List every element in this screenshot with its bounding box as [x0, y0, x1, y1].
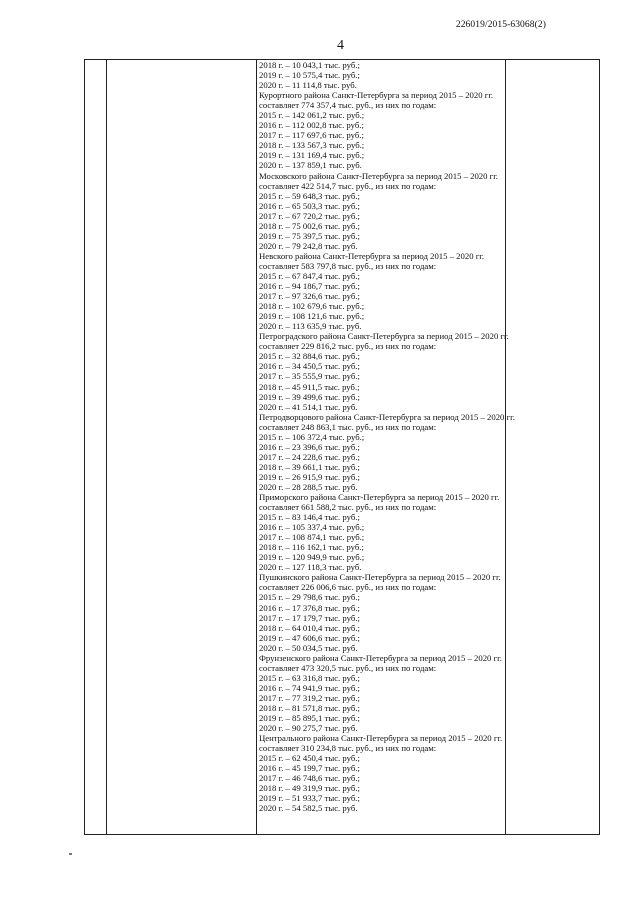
district-total: составляет 310 234,8 тыс. руб., из них по годам: [259, 743, 437, 754]
year-line: 2019 г. – 75 397,5 тыс. руб.; [259, 230, 360, 241]
district-title: Курортного района Санкт-Петербурга за период 2015 – 2020 гг. [259, 90, 494, 101]
year-line: 2019 г. – 85 895,1 тыс. руб.; [259, 713, 360, 724]
district-total: составляет 229 816,2 тыс. руб., из них по годам: [259, 341, 437, 352]
year-line: 2018 г. – 39 661,1 тыс. руб.; [259, 461, 360, 472]
year-line: 2020 г. – 50 034,5 тыс. руб. [259, 642, 358, 653]
year-line: 2015 г. – 106 372,4 тыс. руб.; [259, 431, 365, 442]
year-line: 2018 г. – 49 319,9 тыс. руб.; [259, 783, 360, 794]
year-line: 2015 г. – 142 061,2 тыс. руб.; [259, 110, 365, 121]
district-block [259, 171, 559, 251]
year-line: 2016 г. – 17 376,8 тыс. руб.; [259, 602, 360, 613]
year-line: 2019 г. – 47 606,6 тыс. руб.; [259, 632, 360, 643]
year-line: 2020 г. – 11 114,8 тыс. руб. [259, 80, 357, 91]
year-line: 2017 г. – 24 228,6 тыс. руб.; [259, 451, 360, 462]
intro-year-lines [259, 60, 559, 90]
column-divider [256, 60, 257, 834]
year-line: 2017 г. – 97 326,6 тыс. руб.; [259, 291, 360, 302]
year-line: 2018 г. – 10 043,1 тыс. руб.; [259, 60, 360, 70]
year-line: 2020 г. – 41 514,1 тыс. руб. [259, 401, 358, 412]
year-line: 2018 г. – 102 679,6 тыс. руб.; [259, 301, 365, 312]
column-divider [106, 60, 107, 834]
year-line: 2018 г. – 64 010,4 тыс. руб.; [259, 622, 360, 633]
district-title: Петродворцового района Санкт-Петербурга за период 2015 – 2020 гг. [259, 411, 515, 422]
year-line: 2016 г. – 23 396,6 тыс. руб.; [259, 441, 360, 452]
document-id: 226019/2015-63068(2) [455, 20, 546, 30]
year-line: 2016 г. – 112 002,8 тыс. руб.; [259, 120, 364, 131]
district-block [259, 90, 559, 170]
year-line: 2015 г. – 29 798,6 тыс. руб.; [259, 592, 360, 603]
funding-text-cell [259, 60, 559, 814]
year-line: 2016 г. – 94 186,7 тыс. руб.; [259, 281, 360, 292]
year-line: 2015 г. – 32 884,6 тыс. руб.; [259, 351, 360, 362]
year-line: 2020 г. – 127 118,3 тыс. руб. [259, 562, 362, 573]
district-title: Московского района Санкт-Петербурга за период 2015 – 2020 гг. [259, 170, 498, 181]
year-line: 2019 г. – 108 121,6 тыс. руб.; [259, 311, 365, 322]
year-line: 2017 г. – 35 555,9 тыс. руб.; [259, 371, 360, 382]
district-total: составляет 226 006,6 тыс. руб., из них по годам: [259, 582, 437, 593]
year-line: 2016 г. – 105 337,4 тыс. руб.; [259, 522, 365, 533]
district-block [259, 492, 559, 572]
district-block [259, 572, 559, 652]
year-line: 2020 г. – 28 288,5 тыс. руб. [259, 481, 358, 492]
year-line: 2016 г. – 65 503,3 тыс. руб.; [259, 200, 360, 211]
year-line: 2019 г. – 26 915,9 тыс. руб.; [259, 471, 360, 482]
year-line: 2020 г. – 79 242,8 тыс. руб. [259, 240, 358, 251]
district-block [259, 733, 559, 813]
district-title: Пушкинского района Санкт-Петербурга за период 2015 – 2020 гг. [259, 572, 501, 583]
year-line: 2015 г. – 63 316,8 тыс. руб.; [259, 672, 360, 683]
year-line: 2018 г. – 81 571,8 тыс. руб.; [259, 703, 360, 713]
year-line: 2015 г. – 67 847,4 тыс. руб.; [259, 270, 360, 281]
year-line: 2018 г. – 116 162,1 тыс. руб.; [259, 542, 364, 553]
year-line: 2015 г. – 83 146,4 тыс. руб.; [259, 512, 360, 523]
district-title: Невского района Санкт-Петербурга за период 2015 – 2020 гг. [259, 250, 485, 261]
district-title: Петроградского района Санкт-Петербурга за период 2015 – 2020 гг. [259, 331, 509, 342]
scan-speck [69, 853, 72, 855]
district-total: составляет 774 357,4 тыс. руб., из них по годам: [259, 100, 437, 111]
year-line: 2020 г. – 113 635,9 тыс. руб. [259, 321, 362, 332]
page-number: 4 [337, 38, 344, 53]
district-title: Приморского района Санкт-Петербурга за период 2015 – 2020 гг. [259, 492, 500, 503]
district-total: составляет 248 863,1 тыс. руб., из них по годам: [259, 421, 437, 432]
year-line: 2016 г. – 45 199,7 тыс. руб.; [259, 763, 360, 774]
district-list [259, 90, 559, 813]
year-line: 2019 г. – 39 499,6 тыс. руб.; [259, 391, 360, 402]
year-line: 2019 г. – 51 933,7 тыс. руб.; [259, 793, 360, 804]
district-block [259, 653, 559, 733]
year-line: 2020 г. – 137 859,1 тыс. руб. [259, 160, 362, 171]
year-line: 2017 г. – 46 748,6 тыс. руб.; [259, 773, 360, 784]
year-line: 2015 г. – 59 648,3 тыс. руб.; [259, 190, 360, 201]
year-line: 2017 г. – 17 179,7 тыс. руб.; [259, 612, 360, 623]
district-total: составляет 661 588,2 тыс. руб., из них по годам: [259, 502, 437, 513]
district-block [259, 412, 559, 492]
district-title: Фрунзенского района Санкт-Петербурга за период 2015 – 2020 гг. [259, 652, 502, 663]
year-line: 2020 г. – 54 582,5 тыс. руб. [259, 803, 358, 814]
district-total: составляет 473 320,5 тыс. руб., из них по годам: [259, 662, 437, 673]
year-line: 2017 г. – 117 697,6 тыс. руб.; [259, 130, 364, 141]
district-block [259, 331, 559, 411]
year-line: 2019 г. – 131 169,4 тыс. руб.; [259, 150, 365, 161]
year-line: 2017 г. – 67 720,2 тыс. руб.; [259, 210, 360, 221]
district-block [259, 251, 559, 331]
year-line: 2019 г. – 10 575,4 тыс. руб.; [259, 70, 360, 81]
year-line: 2016 г. – 34 450,5 тыс. руб.; [259, 361, 360, 372]
district-total: составляет 583 797,8 тыс. руб., из них по годам: [259, 260, 437, 271]
year-line: 2018 г. – 133 567,3 тыс. руб.; [259, 140, 365, 151]
year-line: 2017 г. – 108 874,1 тыс. руб.; [259, 532, 365, 543]
year-line: 2016 г. – 74 941,9 тыс. руб.; [259, 682, 360, 693]
year-line: 2019 г. – 120 949,9 тыс. руб.; [259, 552, 365, 563]
year-line: 2015 г. – 62 450,4 тыс. руб.; [259, 753, 360, 764]
year-line: 2018 г. – 45 911,5 тыс. руб.; [259, 381, 360, 392]
district-title: Центрального района Санкт-Петербурга за период 2015 – 2020 гг. [259, 733, 503, 744]
year-line: 2017 г. – 77 319,2 тыс. руб.; [259, 692, 360, 703]
year-line: 2020 г. – 90 275,7 тыс. руб. [259, 723, 358, 734]
year-line: 2018 г. – 75 002,6 тыс. руб.; [259, 220, 360, 231]
district-total: составляет 422 514,7 тыс. руб., из них по годам: [259, 180, 437, 191]
